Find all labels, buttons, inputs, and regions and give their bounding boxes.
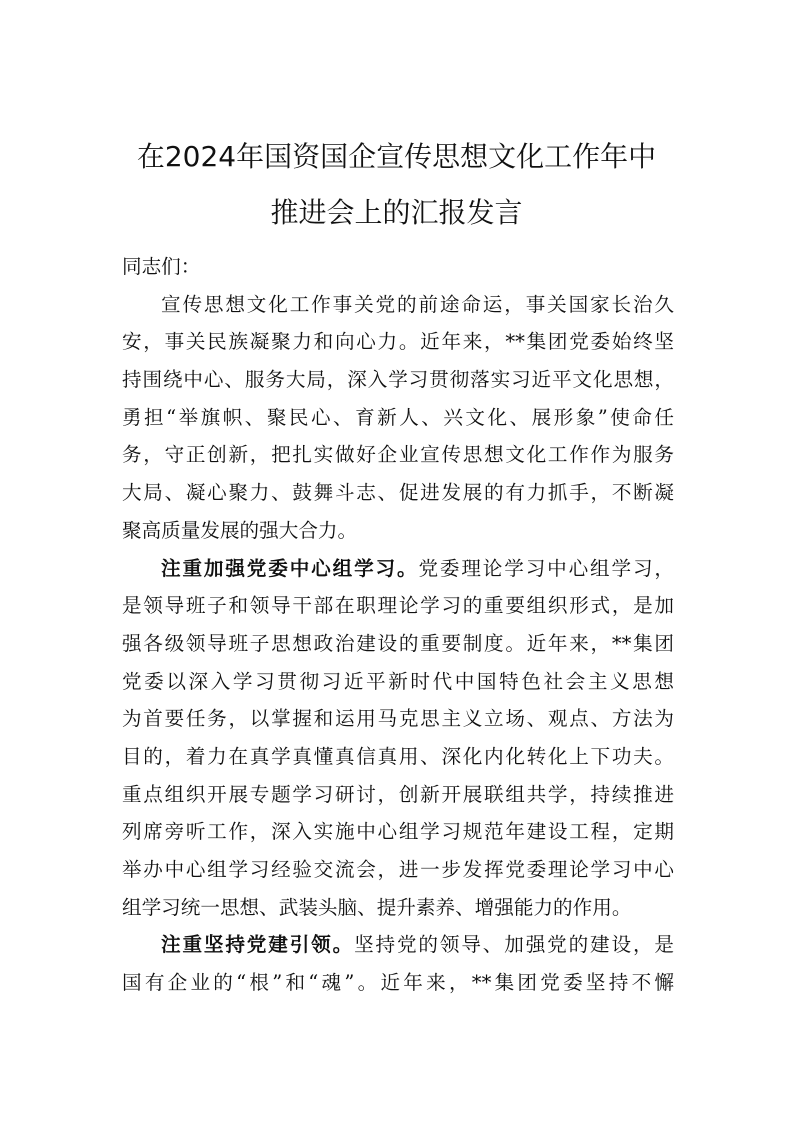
salutation: 同志们： bbox=[122, 255, 201, 278]
text-line: 宣传思想文化工作事关党的前途命运，事关国家长治久 bbox=[161, 292, 674, 316]
text-line: 党委以深入学习贯彻习近平新时代中国特色社会主义思想 bbox=[122, 669, 674, 693]
document-title-line-2: 推进会上的汇报发言 bbox=[270, 196, 523, 229]
text-line: 聚高质量发展的强大合力。 bbox=[122, 518, 358, 542]
text-line: 国有企业的“根”和“魂”。近年来，**集团党委坚持不懈 bbox=[122, 971, 674, 995]
paragraph-3-heading: 注重坚持党建引领。 bbox=[161, 933, 355, 957]
paragraph-2 bbox=[122, 587, 674, 926]
text-line: 是领导班子和领导干部在职理论学习的重要组织形式，是加 bbox=[122, 594, 674, 618]
document-body bbox=[122, 248, 674, 1002]
paragraph-3-first-line: 注重坚持党建引领。坚持党的领导、加强党的建设，是 bbox=[161, 933, 675, 957]
text-line: 目的，着力在真学真懂真信真用、深化内化转化上下功夫。 bbox=[122, 744, 674, 768]
paragraph-1 bbox=[122, 286, 674, 550]
document-title-line-1: 在2024年国资国企宣传思想文化工作年中 bbox=[136, 140, 657, 173]
text-line: 为首要任务，以掌握和运用马克思主义立场、观点、方法为 bbox=[122, 707, 674, 731]
text-line: 安，事关民族凝聚力和向心力。近年来，**集团党委始终坚 bbox=[122, 330, 674, 354]
text-line: 勇担“举旗帜、聚民心、育新人、兴文化、展形象”使命任 bbox=[122, 405, 674, 429]
text-line: 持围绕中心、服务大局，深入学习贯彻落实习近平文化思想， bbox=[122, 368, 674, 392]
text-line: 列席旁听工作，深入实施中心组学习规范年建设工程，定期 bbox=[122, 820, 674, 844]
paragraph-2-first-line: 注重加强党委中心组学习。党委理论学习中心组学习， bbox=[161, 556, 675, 580]
text-line: 组学习统一思想、武装头脑、提升素养、增强能力的作用。 bbox=[122, 895, 632, 919]
text-line: 强各级领导班子思想政治建设的重要制度。近年来，**集团 bbox=[122, 631, 674, 655]
text-line: 重点组织开展专题学习研讨，创新开展联组共学，持续推进 bbox=[122, 782, 674, 806]
text-line: 举办中心组学习经验交流会，进一步发挥党委理论学习中心 bbox=[122, 858, 674, 881]
paragraph-3 bbox=[122, 964, 674, 1002]
text-line: 大局、凝心聚力、鼓舞斗志、促进发展的有力抓手，不断凝 bbox=[122, 481, 674, 505]
text-line: 务，守正创新，把扎实做好企业宣传思想文化工作作为服务 bbox=[122, 443, 674, 467]
paragraph-2-heading: 注重加强党委中心组学习。 bbox=[161, 556, 419, 580]
